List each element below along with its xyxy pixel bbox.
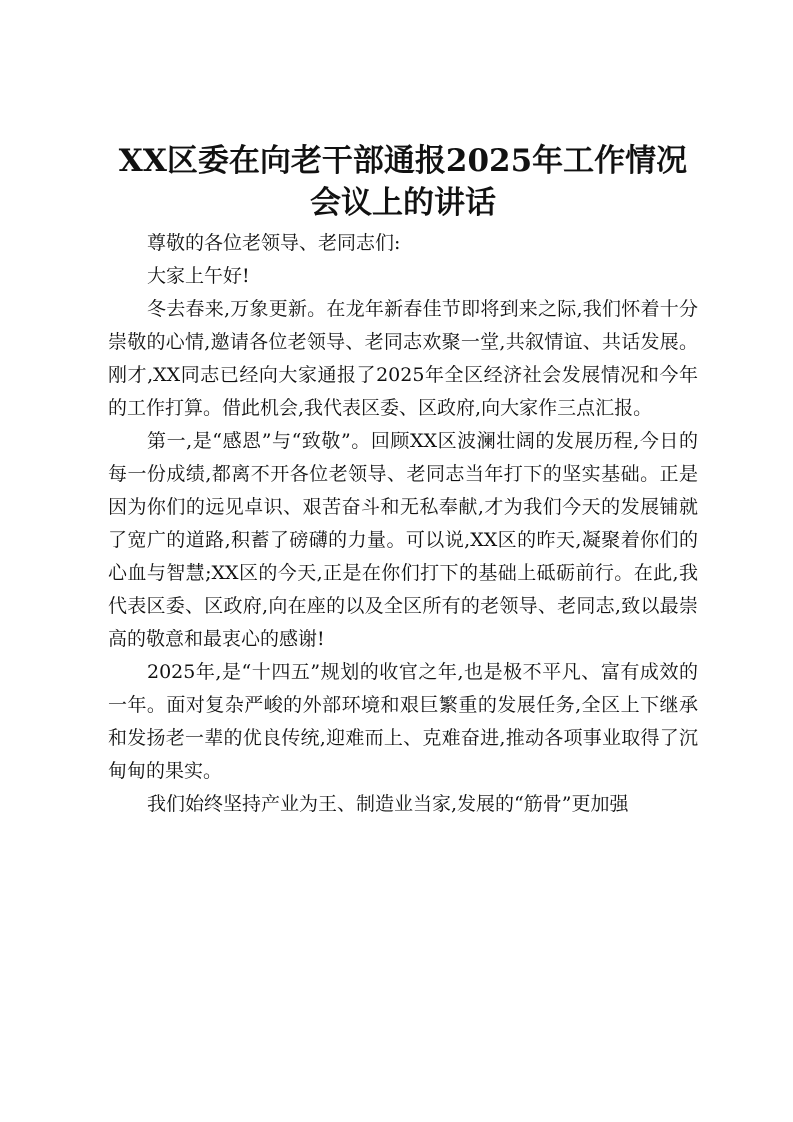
greeting-paragraph: 大家上午好! — [147, 265, 250, 287]
body-paragraph: 2025年,是“十四五”规划的收官之年,也是极不平凡、富有成效的一年。面对复杂严峻的外部环境和艰巨繁重的发展任务,全区上下继承和发扬老一辈的优良传统,迎难而上、克难奋进,推动各项事业取得了沉甸甸的果实。 — [108, 661, 698, 782]
document-page — [108, 140, 698, 821]
document-title: XX区委在向老干部通报2025年工作情况会议上的讲话 — [118, 143, 688, 221]
body-paragraph: 我们始终坚持产业为王、制造业当家,发展的“筋骨”更加强 — [147, 793, 629, 815]
salutation-paragraph: 尊敬的各位老领导、老同志们: — [147, 232, 401, 254]
body-paragraph: 第一,是“感恩”与“致敬”。回顾XX区波澜壮阔的发展历程,今日的每一份成绩,都离不开各位老领导、老同志当年打下的坚实基础。正是因为你们的远见卓识、艰苦奋斗和无私奉献,才为我们今天的发展铺就了宽广的道路,积蓄了磅礴的力量。可以说,XX区的昨天,凝聚着你们的心血与智慧;XX区的今天,正是在你们打下的基础上砥砺前行。在此,我代表区委、区政府,向在座的以及全区所有的老领导、老同志,致以最崇高的敬意和最衷心的感谢! — [108, 430, 698, 650]
body-paragraph: 冬去春来,万象更新。在龙年新春佳节即将到来之际,我们怀着十分崇敬的心情,邀请各位老领导、老同志欢聚一堂,共叙情谊、共话发展。刚才,XX同志已经向大家通报了2025年全区经济社会发展情况和今年的工作打算。借此机会,我代表区委、区政府,向大家作三点汇报。 — [108, 298, 698, 419]
